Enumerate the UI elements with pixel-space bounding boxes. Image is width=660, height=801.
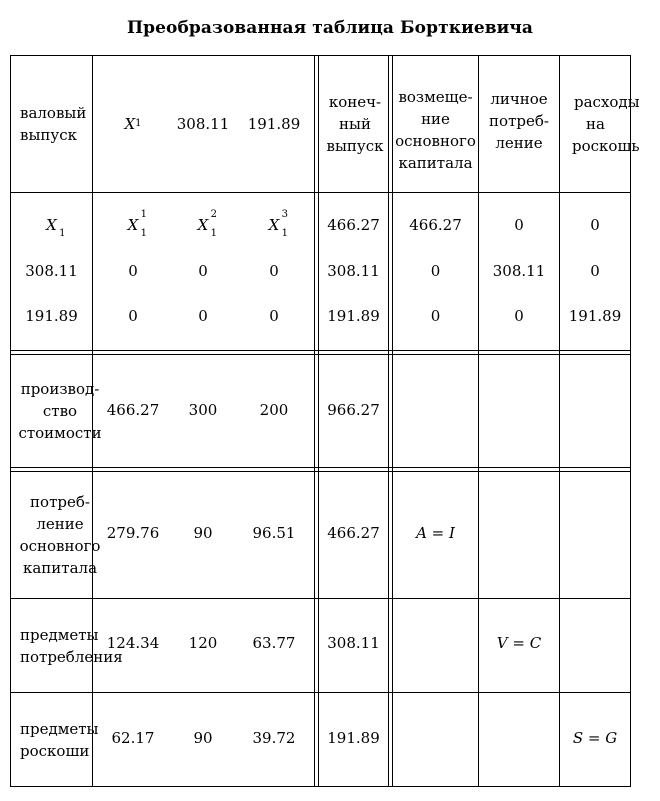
flow-row1-col1: X 1 1 bbox=[127, 209, 148, 239]
luxury-label: предметы роскоши bbox=[20, 719, 99, 760]
flow-row1-personal: 0 bbox=[514, 216, 524, 234]
capital-col2: 90 bbox=[193, 524, 213, 542]
consumer-col3: 63.77 bbox=[252, 634, 296, 652]
header-final-output: конеч- ный выпуск bbox=[326, 92, 384, 155]
capital-equation: A = I bbox=[416, 524, 455, 542]
flow-row2-final: 308.11 bbox=[327, 262, 380, 280]
flow-row3-col3: 0 bbox=[269, 307, 279, 325]
consumer-final: 308.11 bbox=[327, 634, 380, 652]
flow-row3-col2: 0 bbox=[198, 307, 208, 325]
capital-col1: 279.76 bbox=[106, 524, 160, 542]
luxury-col1: 62.17 bbox=[111, 729, 155, 747]
flow-row2-col3: 0 bbox=[269, 262, 279, 280]
flow-row3-luxury: 191.89 bbox=[568, 307, 622, 325]
luxury-final: 191.89 bbox=[327, 729, 380, 747]
flow-row1-col2: X 2 1 bbox=[197, 209, 218, 239]
flow-row2-label: 308.11 bbox=[25, 262, 78, 280]
flow-row2-personal: 308.11 bbox=[492, 262, 546, 280]
flow-row1-luxury: 0 bbox=[590, 216, 600, 234]
flow-row3-final: 191.89 bbox=[327, 307, 380, 325]
flow-row3-col1: 0 bbox=[128, 307, 138, 325]
flow-row2-luxury: 0 bbox=[590, 262, 600, 280]
header-gross-output: валовый выпуск bbox=[20, 103, 87, 144]
header-value-2: 308.11 bbox=[176, 114, 230, 133]
header-luxury-spending: расходы на роскошь bbox=[572, 92, 640, 155]
production-label: производ- ство стоимости bbox=[18, 380, 102, 442]
consumer-col1: 124.34 bbox=[106, 634, 160, 652]
header-value-3: 191.89 bbox=[247, 114, 301, 133]
luxury-col3: 39.72 bbox=[252, 729, 296, 747]
consumer-col2: 120 bbox=[188, 634, 218, 652]
production-final: 966.27 bbox=[327, 401, 380, 419]
luxury-equation: S = G bbox=[572, 729, 618, 747]
capital-col3: 96.51 bbox=[252, 524, 296, 542]
flow-row3-label: 191.89 bbox=[25, 307, 78, 325]
header-personal-consumption: личное потреб- ление bbox=[489, 90, 549, 152]
flow-row3-capital: 0 bbox=[430, 307, 441, 325]
flow-row2-col1: 0 bbox=[128, 262, 138, 280]
production-col2: 300 bbox=[188, 401, 218, 419]
table-title: Преобразованная таблица Борткиевича bbox=[126, 18, 534, 38]
flow-row1-capital: 466.27 bbox=[409, 216, 462, 234]
header-x1-symbol: X 1 bbox=[124, 114, 142, 133]
capital-label: потреб- ление основного капитала bbox=[19, 493, 101, 577]
consumer-label: предметы потребления bbox=[20, 625, 123, 666]
flow-row2-capital: 0 bbox=[430, 262, 441, 280]
capital-final: 466.27 bbox=[327, 524, 380, 542]
production-col1: 466.27 bbox=[106, 401, 160, 419]
flow-row2-col2: 0 bbox=[198, 262, 208, 280]
flow-row1-label: X 1 bbox=[46, 216, 66, 239]
production-col3: 200 bbox=[259, 401, 289, 419]
flow-row1-col3: X 3 1 bbox=[268, 209, 289, 239]
luxury-col2: 90 bbox=[193, 729, 213, 747]
consumer-equation: V = C bbox=[496, 634, 542, 652]
header-capital-replacement: возмеще- ние основного капитала bbox=[395, 88, 476, 172]
flow-row1-final: 466.27 bbox=[327, 216, 380, 234]
flow-row3-personal: 0 bbox=[514, 307, 524, 325]
